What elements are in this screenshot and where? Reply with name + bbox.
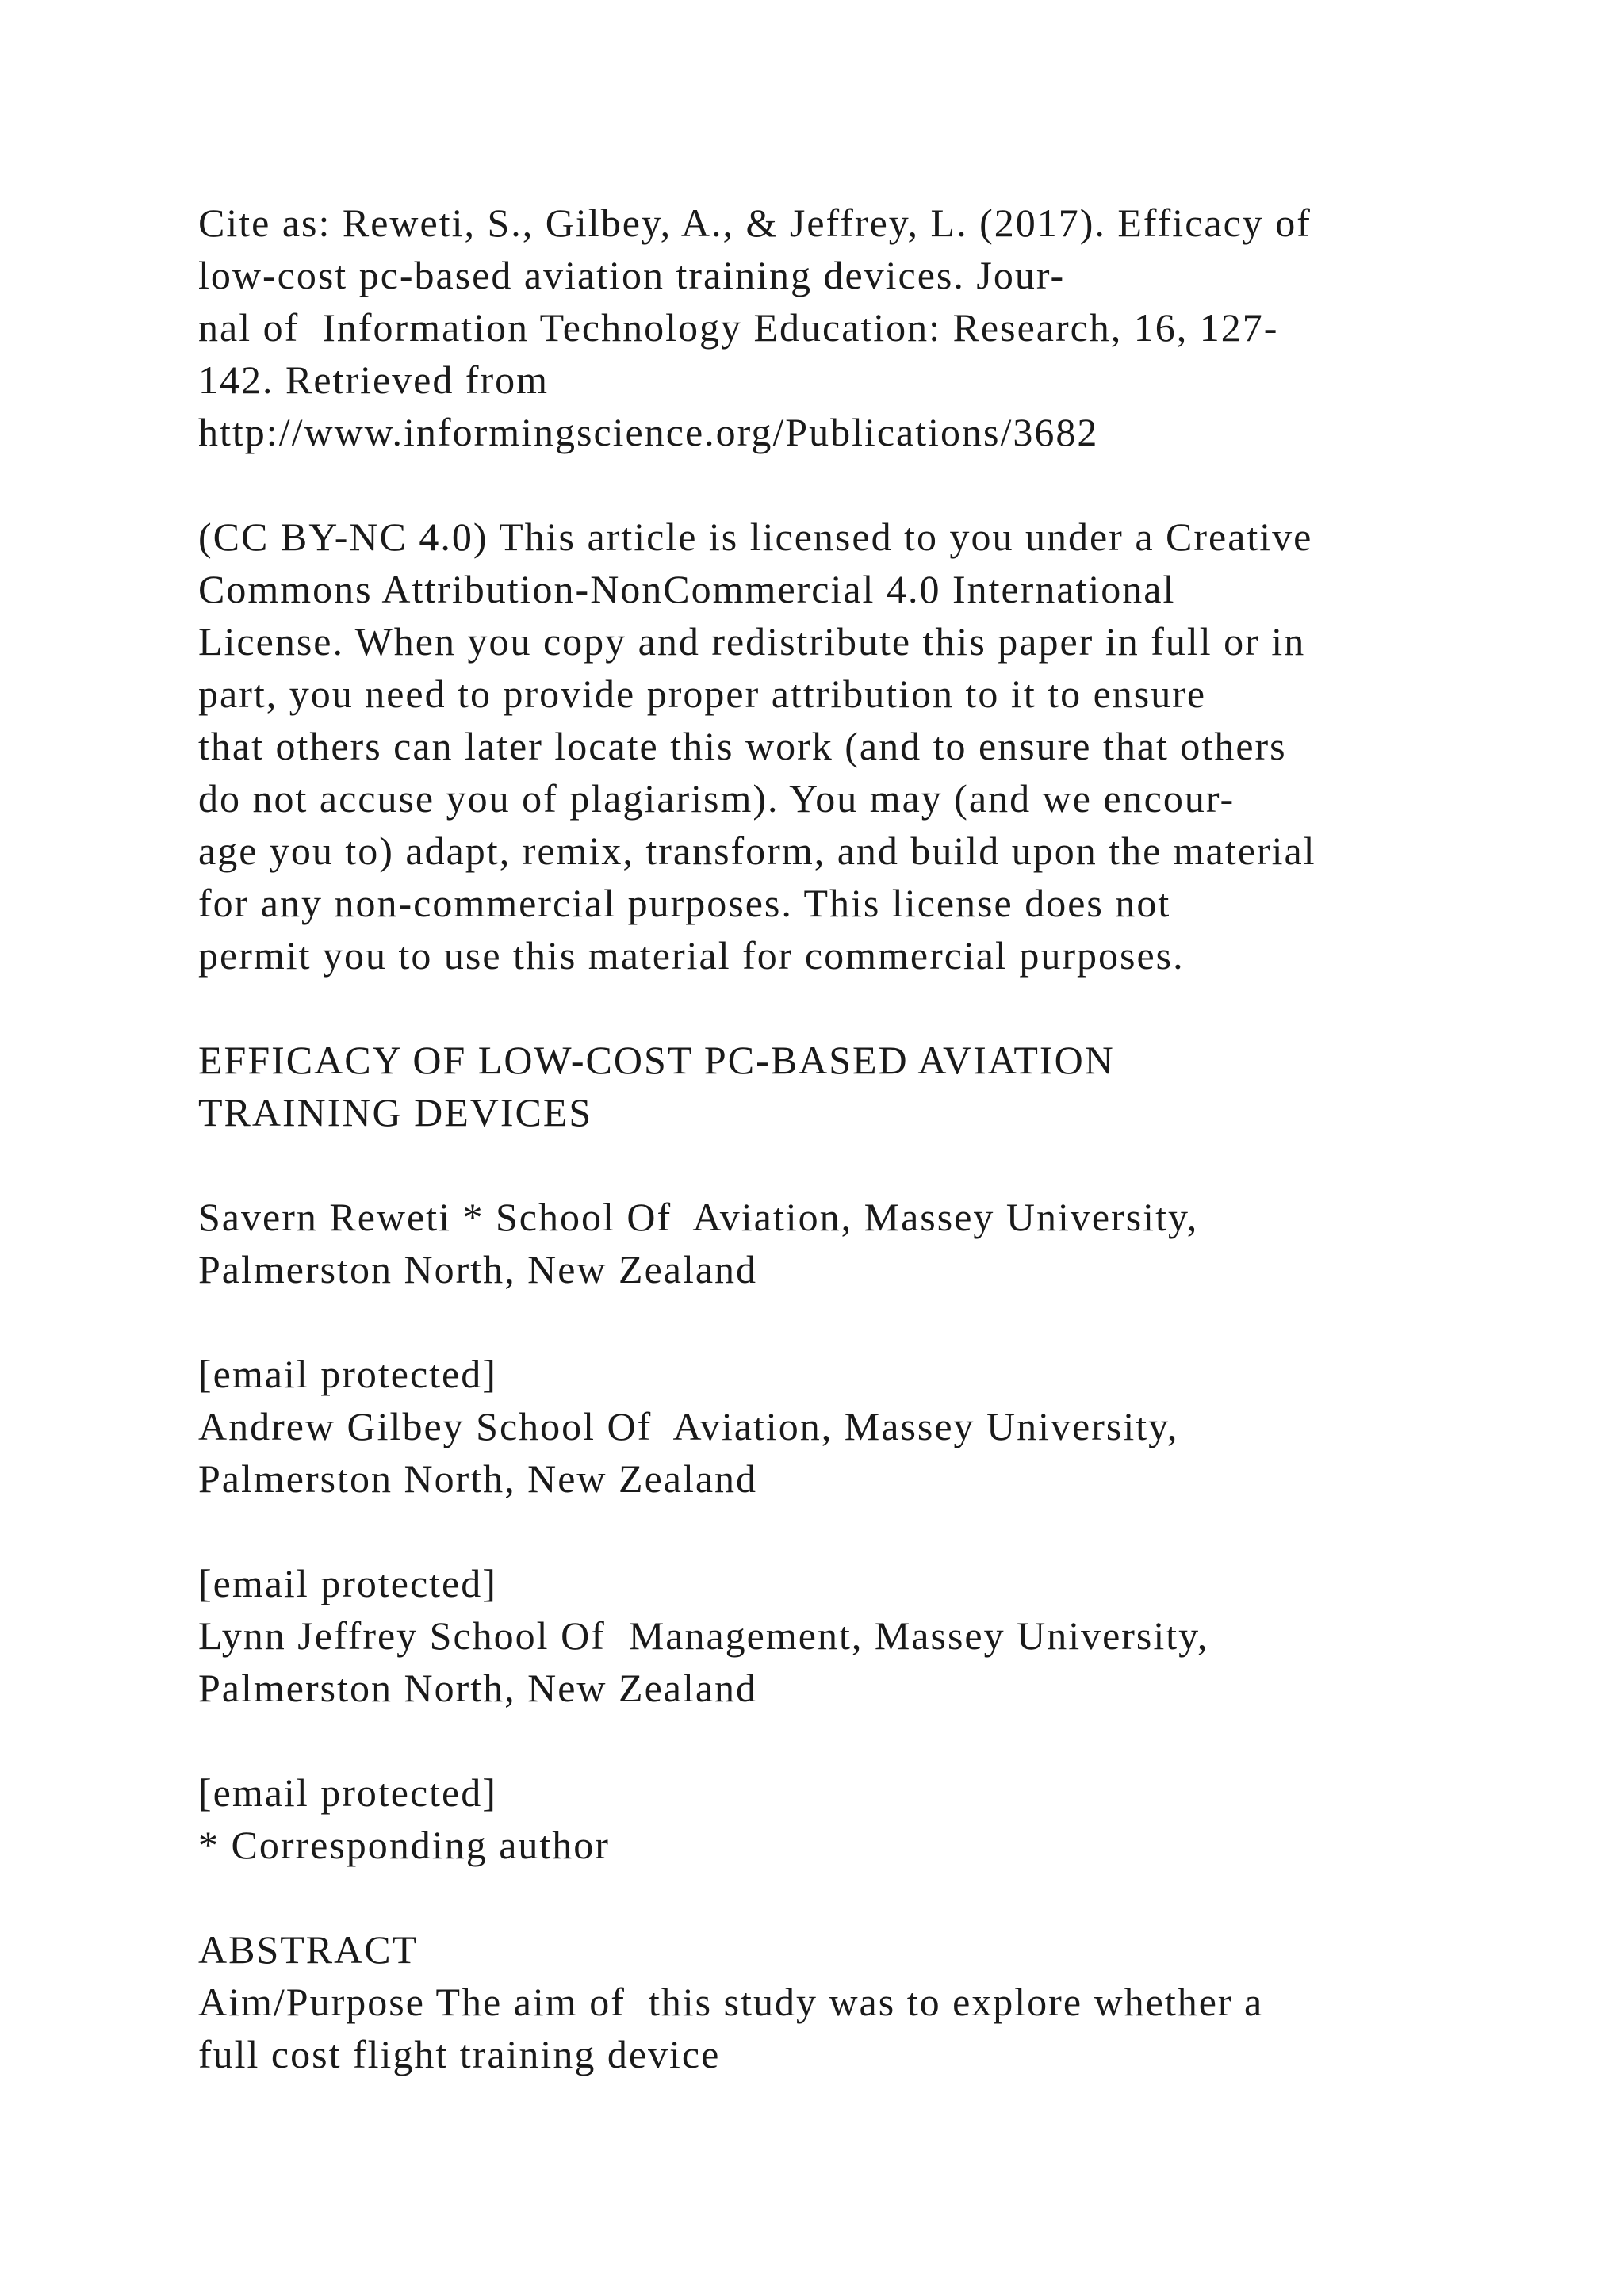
corresponding-author-note: * Corresponding author: [198, 1823, 610, 1867]
paragraph-gap: [198, 1138, 1546, 1191]
paper-title: [198, 1034, 1546, 1138]
paragraph-gap: [198, 1714, 1546, 1766]
author-email: [email protected]: [198, 1352, 497, 1396]
title-line: TRAINING DEVICES: [198, 1090, 593, 1135]
paragraph-gap: [198, 1505, 1546, 1557]
license-line: for any non-commercial purposes. This license does not: [198, 881, 1171, 925]
citation-url: http://www.informingscience.org/Publications/3682: [198, 410, 1099, 454]
paragraph-gap: [198, 982, 1546, 1034]
author-email: [email protected]: [198, 1561, 497, 1605]
citation-line: low-cost pc-based aviation training devices. Jour-: [198, 253, 1066, 297]
citation-line: Cite as: Reweti, S., Gilbey, A., & Jeffrey, L. (2017). Efficacy of: [198, 201, 1312, 245]
abstract-section: [198, 1923, 1546, 2080]
abstract-line: Aim/Purpose The aim of this study was to explore whether a: [198, 1980, 1264, 2024]
title-line: EFFICACY OF LOW-COST PC-BASED AVIATION: [198, 1038, 1115, 1082]
citation-block: [198, 197, 1546, 458]
abstract-line: full cost flight training device: [198, 2032, 721, 2076]
author-affiliation-line: Palmerston North, New Zealand: [198, 1247, 758, 1292]
license-line: do not accuse you of plagiarism). You may (and we encour-: [198, 776, 1235, 821]
license-line: Commons Attribution-NonCommercial 4.0 International: [198, 567, 1176, 611]
citation-line: 142. Retrieved from: [198, 358, 550, 402]
abstract-heading: ABSTRACT: [198, 1927, 419, 1972]
author-block-jeffrey: [198, 1609, 1546, 1714]
author-block-gilbey: [198, 1400, 1546, 1505]
paragraph-gap: [198, 458, 1546, 511]
citation-line: nal of Information Technology Education: Research, 16, 127-: [198, 305, 1279, 350]
license-line: part, you need to provide proper attribution to it to ensure: [198, 672, 1207, 716]
license-line: that others can later locate this work (and to ensure that others: [198, 724, 1287, 768]
author-affiliation-line: Andrew Gilbey School Of Aviation, Massey University,: [198, 1404, 1179, 1448]
author-affiliation-line: Palmerston North, New Zealand: [198, 1666, 758, 1710]
license-line: permit you to use this material for commercial purposes.: [198, 933, 1185, 978]
paragraph-gap: [198, 1871, 1546, 1923]
author-affiliation-line: Lynn Jeffrey School Of Management, Massey University,: [198, 1613, 1209, 1658]
paragraph-gap: [198, 1295, 1546, 1348]
author-email: [email protected]: [198, 1770, 497, 1815]
author-affiliation-line: Palmerston North, New Zealand: [198, 1456, 758, 1501]
author-affiliation-line: Savern Reweti * School Of Aviation, Massey University,: [198, 1195, 1199, 1239]
license-line: (CC BY-NC 4.0) This article is licensed to you under a Creative: [198, 515, 1313, 559]
license-line: License. When you copy and redistribute this paper in full or in: [198, 619, 1306, 664]
author-block-reweti: [198, 1191, 1546, 1295]
license-line: age you to) adapt, remix, transform, and build upon the material: [198, 828, 1316, 873]
license-block: [198, 511, 1546, 982]
document-page: [198, 197, 1546, 2080]
